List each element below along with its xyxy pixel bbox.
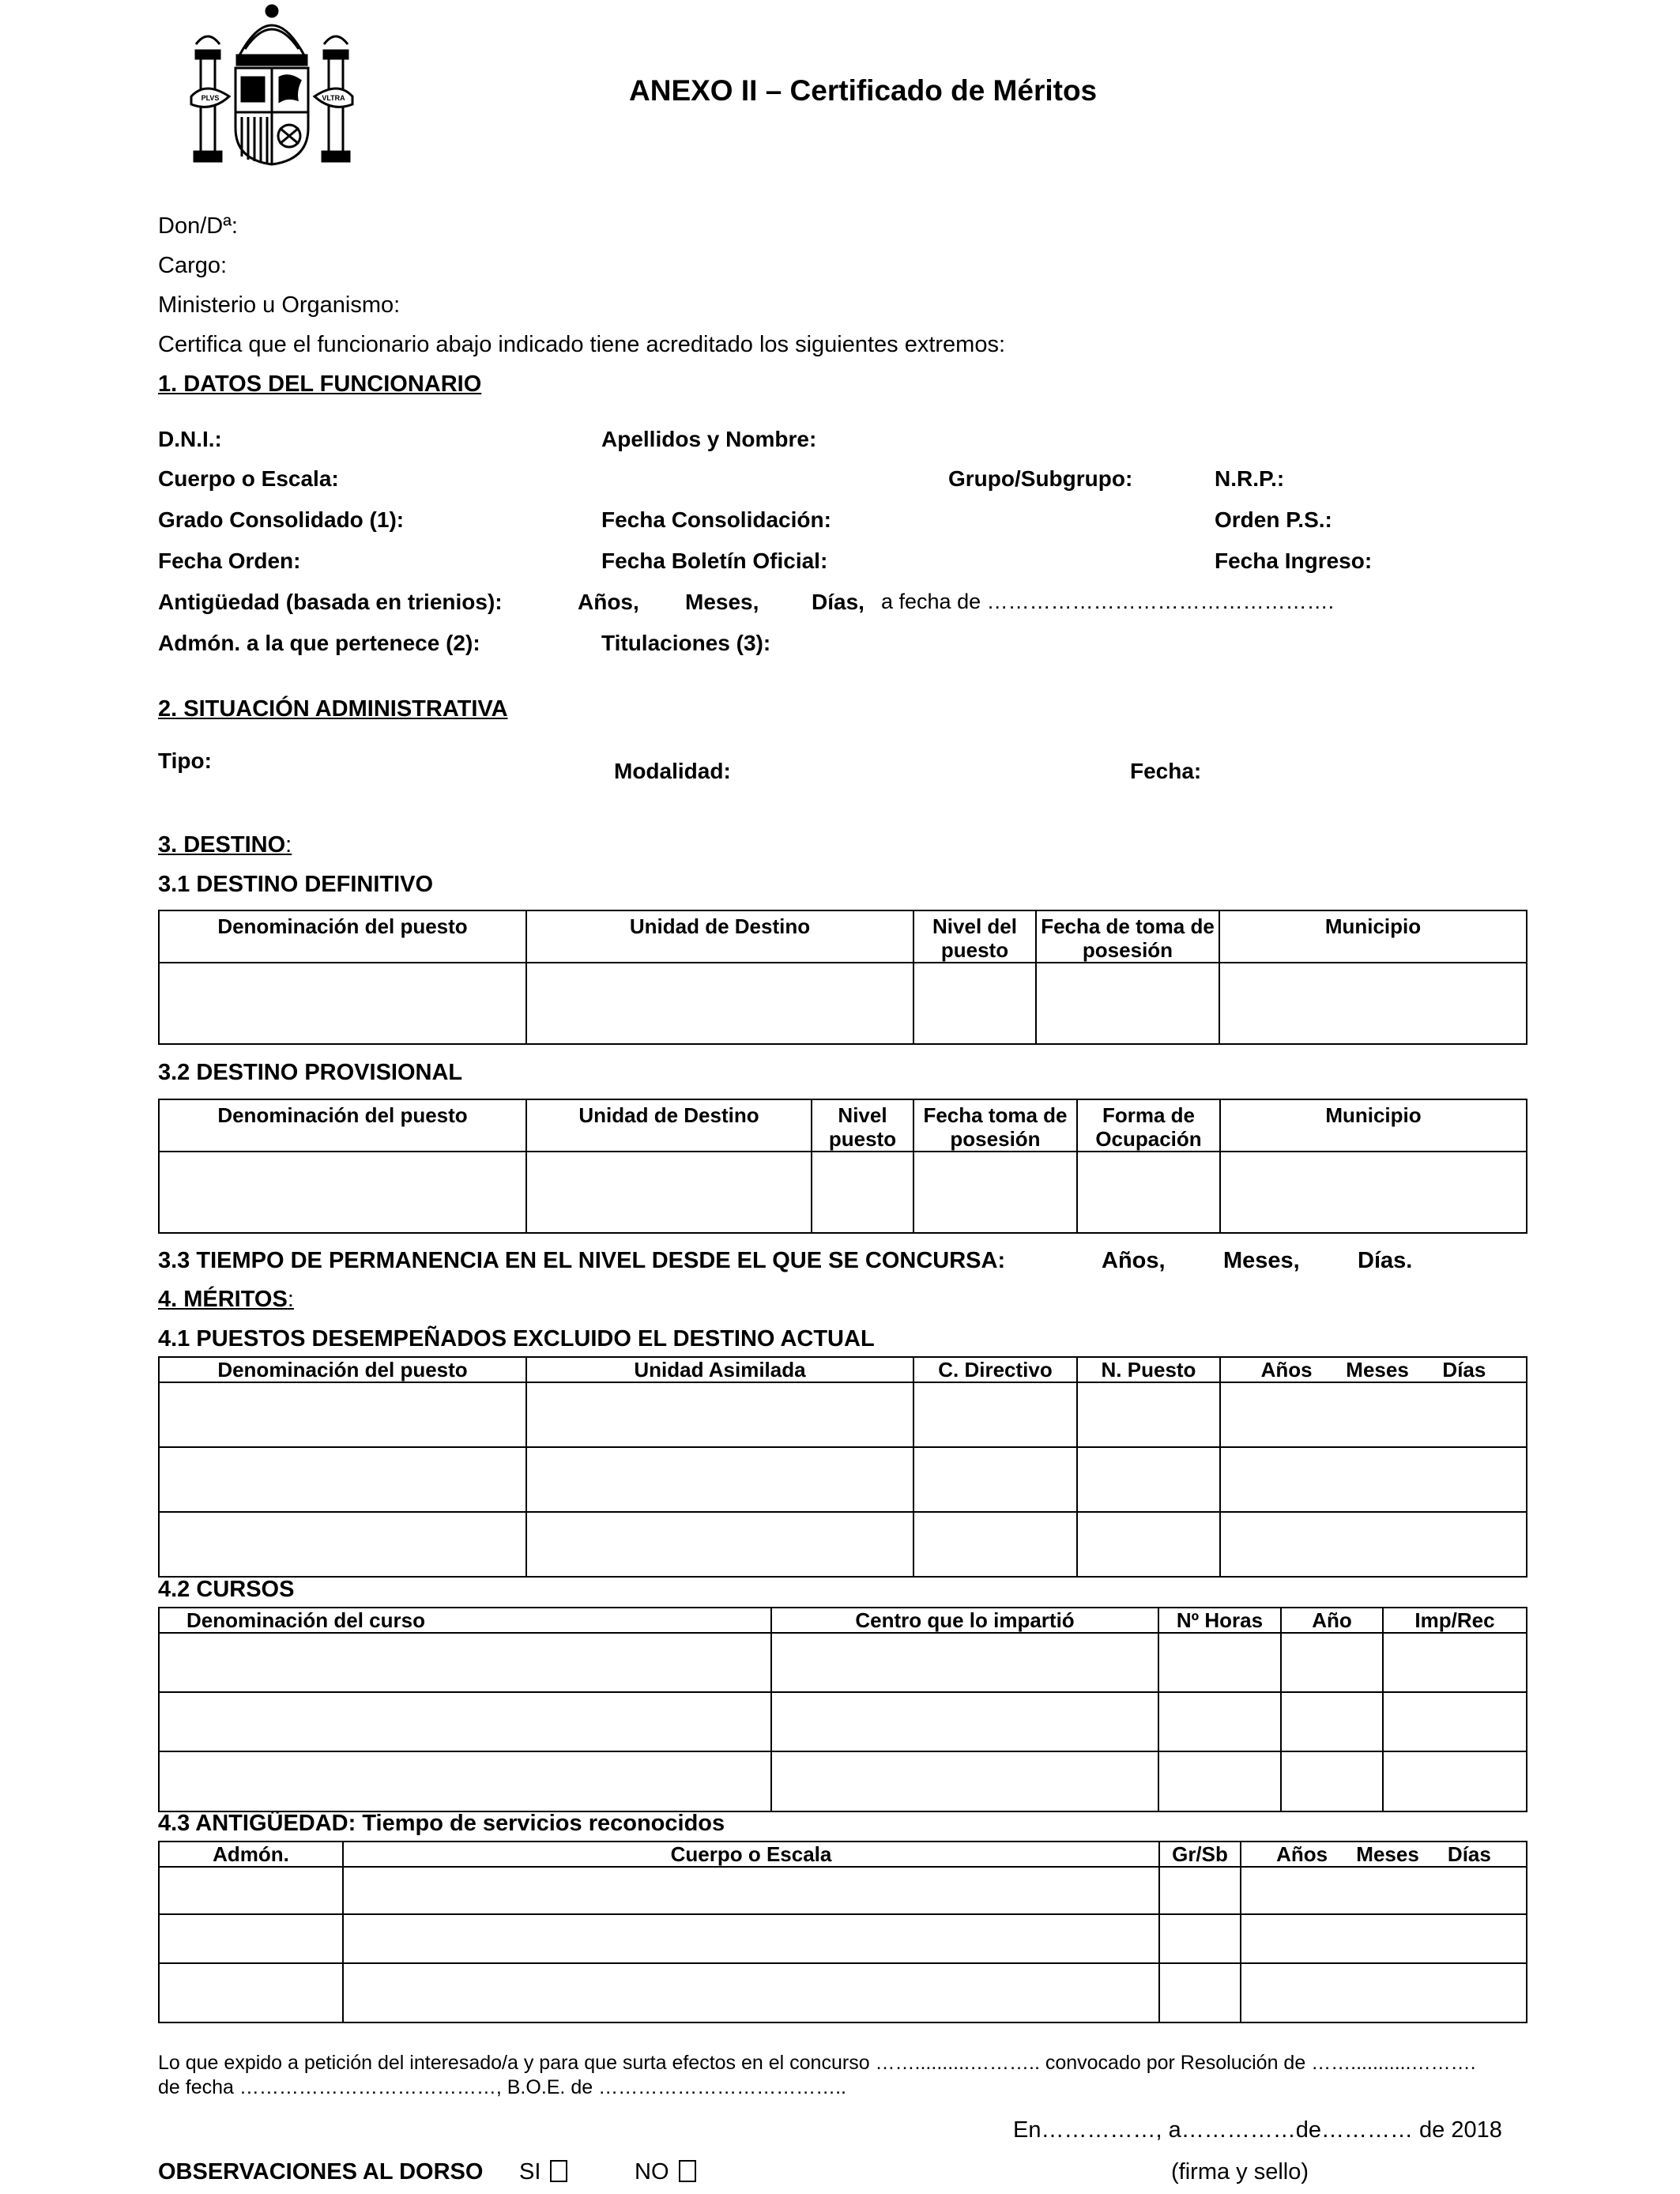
orden-ps-label: Orden P.S.: <box>1215 507 1332 532</box>
cuerpo-label: Cuerpo o Escala: <box>158 466 339 491</box>
puestos-title: 4.1 PUESTOS DESEMPEÑADOS EXCLUIDO EL DESTINO ACTUAL <box>158 1326 875 1351</box>
col-header: Fecha de toma de posesión <box>1036 910 1219 963</box>
table-cell[interactable] <box>159 1963 343 2022</box>
table-cell[interactable] <box>913 1382 1077 1447</box>
permanencia-label: 3.3 TIEMPO DE PERMANENCIA EN EL NIVEL DESDE EL QUE SE CONCURSA: <box>158 1248 1006 1273</box>
table-cell[interactable] <box>159 1692 771 1751</box>
a-fecha-text: a fecha de …………………………………………. <box>881 590 1335 613</box>
table-cell[interactable] <box>1220 1512 1527 1577</box>
section4-heading-text: 4. MÉRITOS <box>158 1287 288 1312</box>
time-header: Años <box>1276 1842 1328 1866</box>
titulaciones-label: Titulaciones (3): <box>601 631 771 655</box>
table-cell[interactable] <box>343 1963 1159 2022</box>
table-cell[interactable] <box>1219 963 1527 1044</box>
col-header: Unidad de Destino <box>526 1099 812 1152</box>
table-cell[interactable] <box>1159 1914 1241 1963</box>
table-cell[interactable] <box>771 1633 1158 1692</box>
section3-heading <box>158 832 292 858</box>
section4-heading <box>158 1287 294 1313</box>
document-title: ANEXO II – Certificado de Méritos <box>629 74 1098 107</box>
si-option[interactable] <box>519 2159 567 2185</box>
table-cell[interactable] <box>159 1867 343 1914</box>
col-header: Denominación del puesto <box>159 910 526 963</box>
table-cell[interactable] <box>1281 1633 1383 1692</box>
table-cell[interactable] <box>159 1751 771 1811</box>
grado-label: Grado Consolidado (1): <box>158 507 405 532</box>
col-header: Año <box>1281 1608 1383 1633</box>
section1-heading: 1. DATOS DEL FUNCIONARIO <box>158 371 482 397</box>
table-cell[interactable] <box>159 1914 343 1963</box>
permanencia-anos: Años, <box>1102 1248 1166 1273</box>
col-header: Municipio <box>1220 1099 1527 1152</box>
destino-provisional-title: 3.2 DESTINO PROVISIONAL <box>158 1060 463 1085</box>
table-cell[interactable] <box>343 1867 1159 1914</box>
si-label: SI <box>519 2159 541 2185</box>
time-header: Días <box>1442 1358 1486 1382</box>
time-header: Meses <box>1356 1842 1419 1866</box>
col-header: Fecha toma de posesión <box>913 1099 1077 1152</box>
fecha-ingreso-label: Fecha Ingreso: <box>1215 548 1373 573</box>
table-cell[interactable] <box>1159 1963 1241 2022</box>
table-cell[interactable] <box>812 1152 913 1233</box>
col-header: Nº Horas <box>1158 1608 1281 1633</box>
ministerio-label: Ministerio u Organismo: <box>158 292 401 318</box>
motto-right-text: VLTRA <box>322 94 345 102</box>
fecha-orden-label: Fecha Orden: <box>158 548 301 573</box>
col-header: Denominación del puesto <box>159 1099 526 1152</box>
table-cell[interactable] <box>1077 1512 1220 1577</box>
footer-line2: de fecha …………………………………, B.O.E. de ……………………………….. <box>158 2076 846 2098</box>
destino-definitivo-title: 3.1 DESTINO DEFINITIVO <box>158 872 434 897</box>
col-header: Cuerpo o Escala <box>343 1842 1159 1867</box>
admon-label: Admón. a la que pertenece (2): <box>158 631 480 655</box>
table-cell[interactable] <box>1220 1152 1527 1233</box>
table-cell[interactable] <box>913 1447 1077 1512</box>
table-cell[interactable] <box>913 963 1036 1044</box>
table-cell[interactable] <box>526 963 913 1044</box>
table-cell[interactable] <box>1241 1963 1527 2022</box>
table-cell[interactable] <box>1158 1751 1281 1811</box>
destino-provisional-table <box>158 1099 1527 1234</box>
don-label: Don/Dª: <box>158 213 238 239</box>
table-cell[interactable] <box>1383 1692 1527 1751</box>
fecha-consolidacion-label: Fecha Consolidación: <box>601 507 831 532</box>
dni-label: D.N.I.: <box>158 427 222 451</box>
table-cell[interactable] <box>159 1447 526 1512</box>
table-cell[interactable] <box>771 1751 1158 1811</box>
col-header: Denominación del puesto <box>159 1357 526 1382</box>
time-header: Años <box>1260 1358 1313 1382</box>
table-cell[interactable] <box>1281 1751 1383 1811</box>
time-col-header <box>1220 1357 1527 1382</box>
col-header: Nivel puesto <box>812 1099 913 1152</box>
antiguedad-label: Antigüedad (basada en trienios): <box>158 590 503 614</box>
time-col-header <box>1241 1842 1527 1867</box>
permanencia-dias: Días. <box>1358 1248 1413 1273</box>
observaciones-label: OBSERVACIONES AL DORSO <box>158 2159 484 2185</box>
cursos-table <box>158 1607 1527 1812</box>
table-cell[interactable] <box>526 1152 812 1233</box>
place-date-text: En……………, a……………de………… de 2018 <box>1013 2117 1502 2143</box>
table-cell[interactable] <box>1036 963 1219 1044</box>
no-checkbox[interactable] <box>679 2160 696 2182</box>
table-cell[interactable] <box>1281 1692 1383 1751</box>
table-cell[interactable] <box>159 1633 771 1692</box>
cargo-label: Cargo: <box>158 253 228 278</box>
section3-colon: : <box>285 832 292 858</box>
coat-of-arms-logo <box>190 2 354 169</box>
no-option[interactable] <box>635 2159 696 2185</box>
cursos-title: 4.2 CURSOS <box>158 1577 295 1602</box>
permanencia-meses: Meses, <box>1223 1248 1300 1273</box>
table-cell[interactable] <box>1158 1692 1281 1751</box>
table-cell[interactable] <box>771 1692 1158 1751</box>
table-cell[interactable] <box>159 963 526 1044</box>
modalidad-label: Modalidad: <box>614 759 731 783</box>
certifica-text: Certifica que el funcionario abajo indicado tiene acreditado los siguientes extremos: <box>158 332 1006 357</box>
fecha-boletin-label: Fecha Boletín Oficial: <box>601 548 828 573</box>
grupo-label: Grupo/Subgrupo: <box>948 466 1133 491</box>
apellidos-label: Apellidos y Nombre: <box>601 427 817 451</box>
table-cell[interactable] <box>159 1152 526 1233</box>
situacion-fecha-label: Fecha: <box>1130 759 1202 783</box>
motto-left-text: PLVS <box>201 94 220 102</box>
col-header: Nivel del puesto <box>913 910 1036 963</box>
col-header: Imp/Rec <box>1383 1608 1527 1633</box>
nrp-label: N.R.P.: <box>1215 466 1285 491</box>
table-cell[interactable] <box>1383 1633 1527 1692</box>
table-cell[interactable] <box>1077 1447 1220 1512</box>
section4-colon: : <box>287 1287 294 1312</box>
table-cell[interactable] <box>1220 1382 1527 1447</box>
si-checkbox[interactable] <box>550 2160 567 2182</box>
destino-definitivo-table <box>158 910 1527 1045</box>
footer-line1: Lo que expido a petición del interesado/a y para que surta efectos en el concurso ……..........……….. convocado por Resolución de ……...........………. <box>158 2052 1476 2074</box>
table-cell[interactable] <box>1220 1447 1527 1512</box>
table-cell[interactable] <box>1159 1867 1241 1914</box>
tipo-label: Tipo: <box>158 748 212 773</box>
col-header: Unidad Asimilada <box>526 1357 913 1382</box>
section2-heading: 2. SITUACIÓN ADMINISTRATIVA <box>158 696 508 722</box>
section3-heading-text: 3. DESTINO <box>158 832 286 858</box>
table-cell[interactable] <box>159 1382 526 1447</box>
table-cell[interactable] <box>1383 1751 1527 1811</box>
table-cell[interactable] <box>1158 1633 1281 1692</box>
antiguedad-meses-label: Meses, <box>685 590 759 614</box>
col-header: N. Puesto <box>1077 1357 1220 1382</box>
puestos-table <box>158 1356 1527 1578</box>
col-header: Denominación del curso <box>159 1608 771 1633</box>
antiguedad-title: 4.3 ANTIGÜEDAD: Tiempo de servicios reconocidos <box>158 1811 725 1836</box>
table-cell[interactable] <box>913 1152 1077 1233</box>
time-header: Días <box>1447 1842 1491 1866</box>
table-cell[interactable] <box>526 1447 913 1512</box>
no-label: NO <box>635 2159 669 2185</box>
antiguedad-anos-label: Años, <box>578 590 639 614</box>
antiguedad-table <box>158 1841 1527 2023</box>
table-cell[interactable] <box>1077 1382 1220 1447</box>
table-cell[interactable] <box>1241 1914 1527 1963</box>
table-cell[interactable] <box>913 1512 1077 1577</box>
table-cell[interactable] <box>159 1512 526 1577</box>
antiguedad-dias-label: Días, <box>812 590 864 614</box>
time-header: Meses <box>1346 1358 1409 1382</box>
col-header: Municipio <box>1219 910 1527 963</box>
table-cell[interactable] <box>343 1914 1159 1963</box>
table-cell[interactable] <box>1077 1152 1220 1233</box>
col-header: C. Directivo <box>913 1357 1077 1382</box>
col-header: Admón. <box>159 1842 343 1867</box>
table-cell[interactable] <box>526 1382 913 1447</box>
col-header: Centro que lo impartió <box>771 1608 1158 1633</box>
table-cell[interactable] <box>1241 1867 1527 1914</box>
col-header: Forma de Ocupación <box>1077 1099 1220 1152</box>
firma-label: (firma y sello) <box>1171 2159 1309 2185</box>
col-header: Gr/Sb <box>1159 1842 1241 1867</box>
col-header: Unidad de Destino <box>526 910 913 963</box>
table-cell[interactable] <box>526 1512 913 1577</box>
